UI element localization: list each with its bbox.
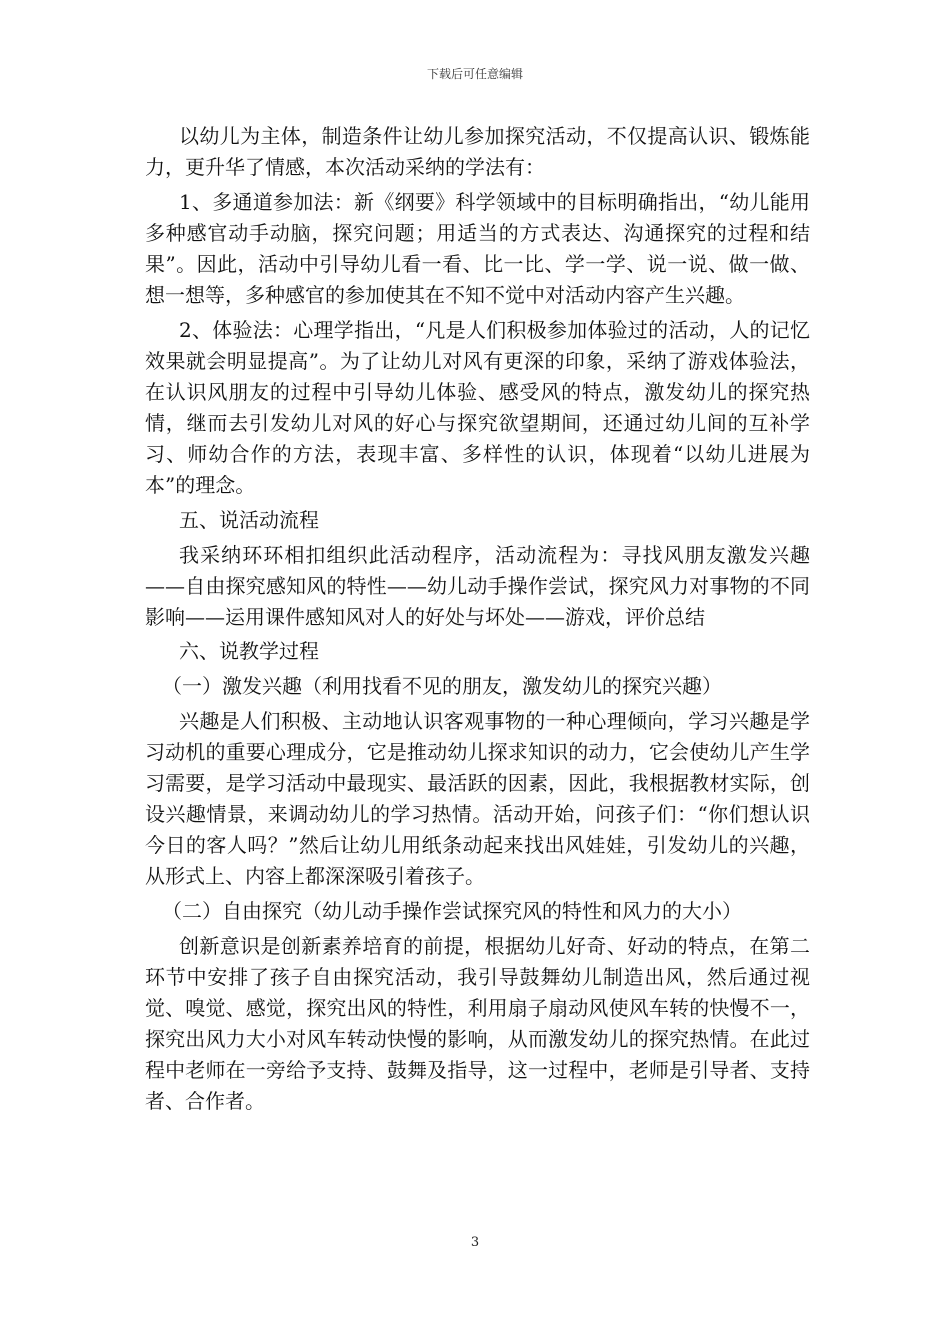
subheading-free-exploration: （二）自由探究（幼儿动手操作尝试探究风的特性和风力的大小）	[162, 899, 742, 924]
document-body	[145, 121, 810, 1121]
section-heading-activity-flow: 五、说活动流程	[179, 507, 319, 532]
paragraph-interest: 兴趣是人们积极、主动地认识客观事物的一种心理倾向，学习兴趣是学习动机的重要心理成分，它是推动幼儿探求知识的动力，它会使幼儿产生学习需要，是学习活动中最现实、最活跃的因素，因此，我根据教材实际，创设兴趣情景，来调动幼儿的学习热情。活动开始，问孩子们：“你们想认识今日的客人吗？”然后让幼儿用纸条动起来找出风娃娃，引发幼儿的兴趣，从形式上、内容上都深深吸引着孩子。	[145, 709, 810, 889]
subheading-stimulate-interest: （一）激发兴趣（利用找看不见的朋友，激发幼儿的探究兴趣）	[162, 674, 722, 699]
page-number: 3	[470, 1235, 480, 1250]
page-header: 下载后可任意编辑	[426, 67, 523, 81]
paragraph-activity-flow: 我采纳环环相扣组织此活动程序，活动流程为：寻找风朋友激发兴趣——自由探究感知风的特性——幼儿动手操作尝试，探究风力对事物的不同影响——运用课件感知风对人的好处与坏处——游戏，评价总结	[145, 542, 810, 629]
paragraph-exploration: 创新意识是创新素养培育的前提，根据幼儿好奇、好动的特点，在第二环节中安排了孩子自由探究活动，我引导鼓舞幼儿制造出风，然后通过视觉、嗅觉、感觉，探究出风的特性，利用扇子扇动风使风车转的快慢不一，探究出风力大小对风车转动快慢的影响，从而激发幼儿的探究热情。在此过程中老师在一旁给予支持、鼓舞及指导，这一过程中，老师是引导者、支持者、合作者。	[145, 934, 810, 1114]
paragraph-method-1: 1、多通道参加法：新《纲要》科学领域中的目标明确指出，“幼儿能用多种感官动手动脑，探究问题；用适当的方式表达、沟通探究的过程和结果”。因此，活动中引导幼儿看一看、比一比、学一学、说一说、做一做、想一想等，多种感官的参加使其在不知不觉中对活动内容产生兴趣。	[145, 189, 810, 307]
paragraph-method-2: 2、体验法：心理学指出，“凡是人们积极参加体验过的活动，人的记忆效果就会明显提高”。为了让幼儿对风有更深的印象，采纳了游戏体验法，在认识风朋友的过程中引导幼儿体验、感受风的特点，激发幼儿的探究热情，继而去引发幼儿对风的好心与探究欲望期间，还通过幼儿间的互补学习、师幼合作的方法，表现丰富、多样性的认识，体现着“以幼儿进展为本”的理念。	[145, 317, 810, 497]
section-heading-teaching-process: 六、说教学过程	[179, 639, 319, 664]
paragraph-intro: 以幼儿为主体，制造条件让幼儿参加探究活动，不仅提高认识、锻炼能力，更升华了情感，本次活动采纳的学法有：	[145, 124, 810, 179]
